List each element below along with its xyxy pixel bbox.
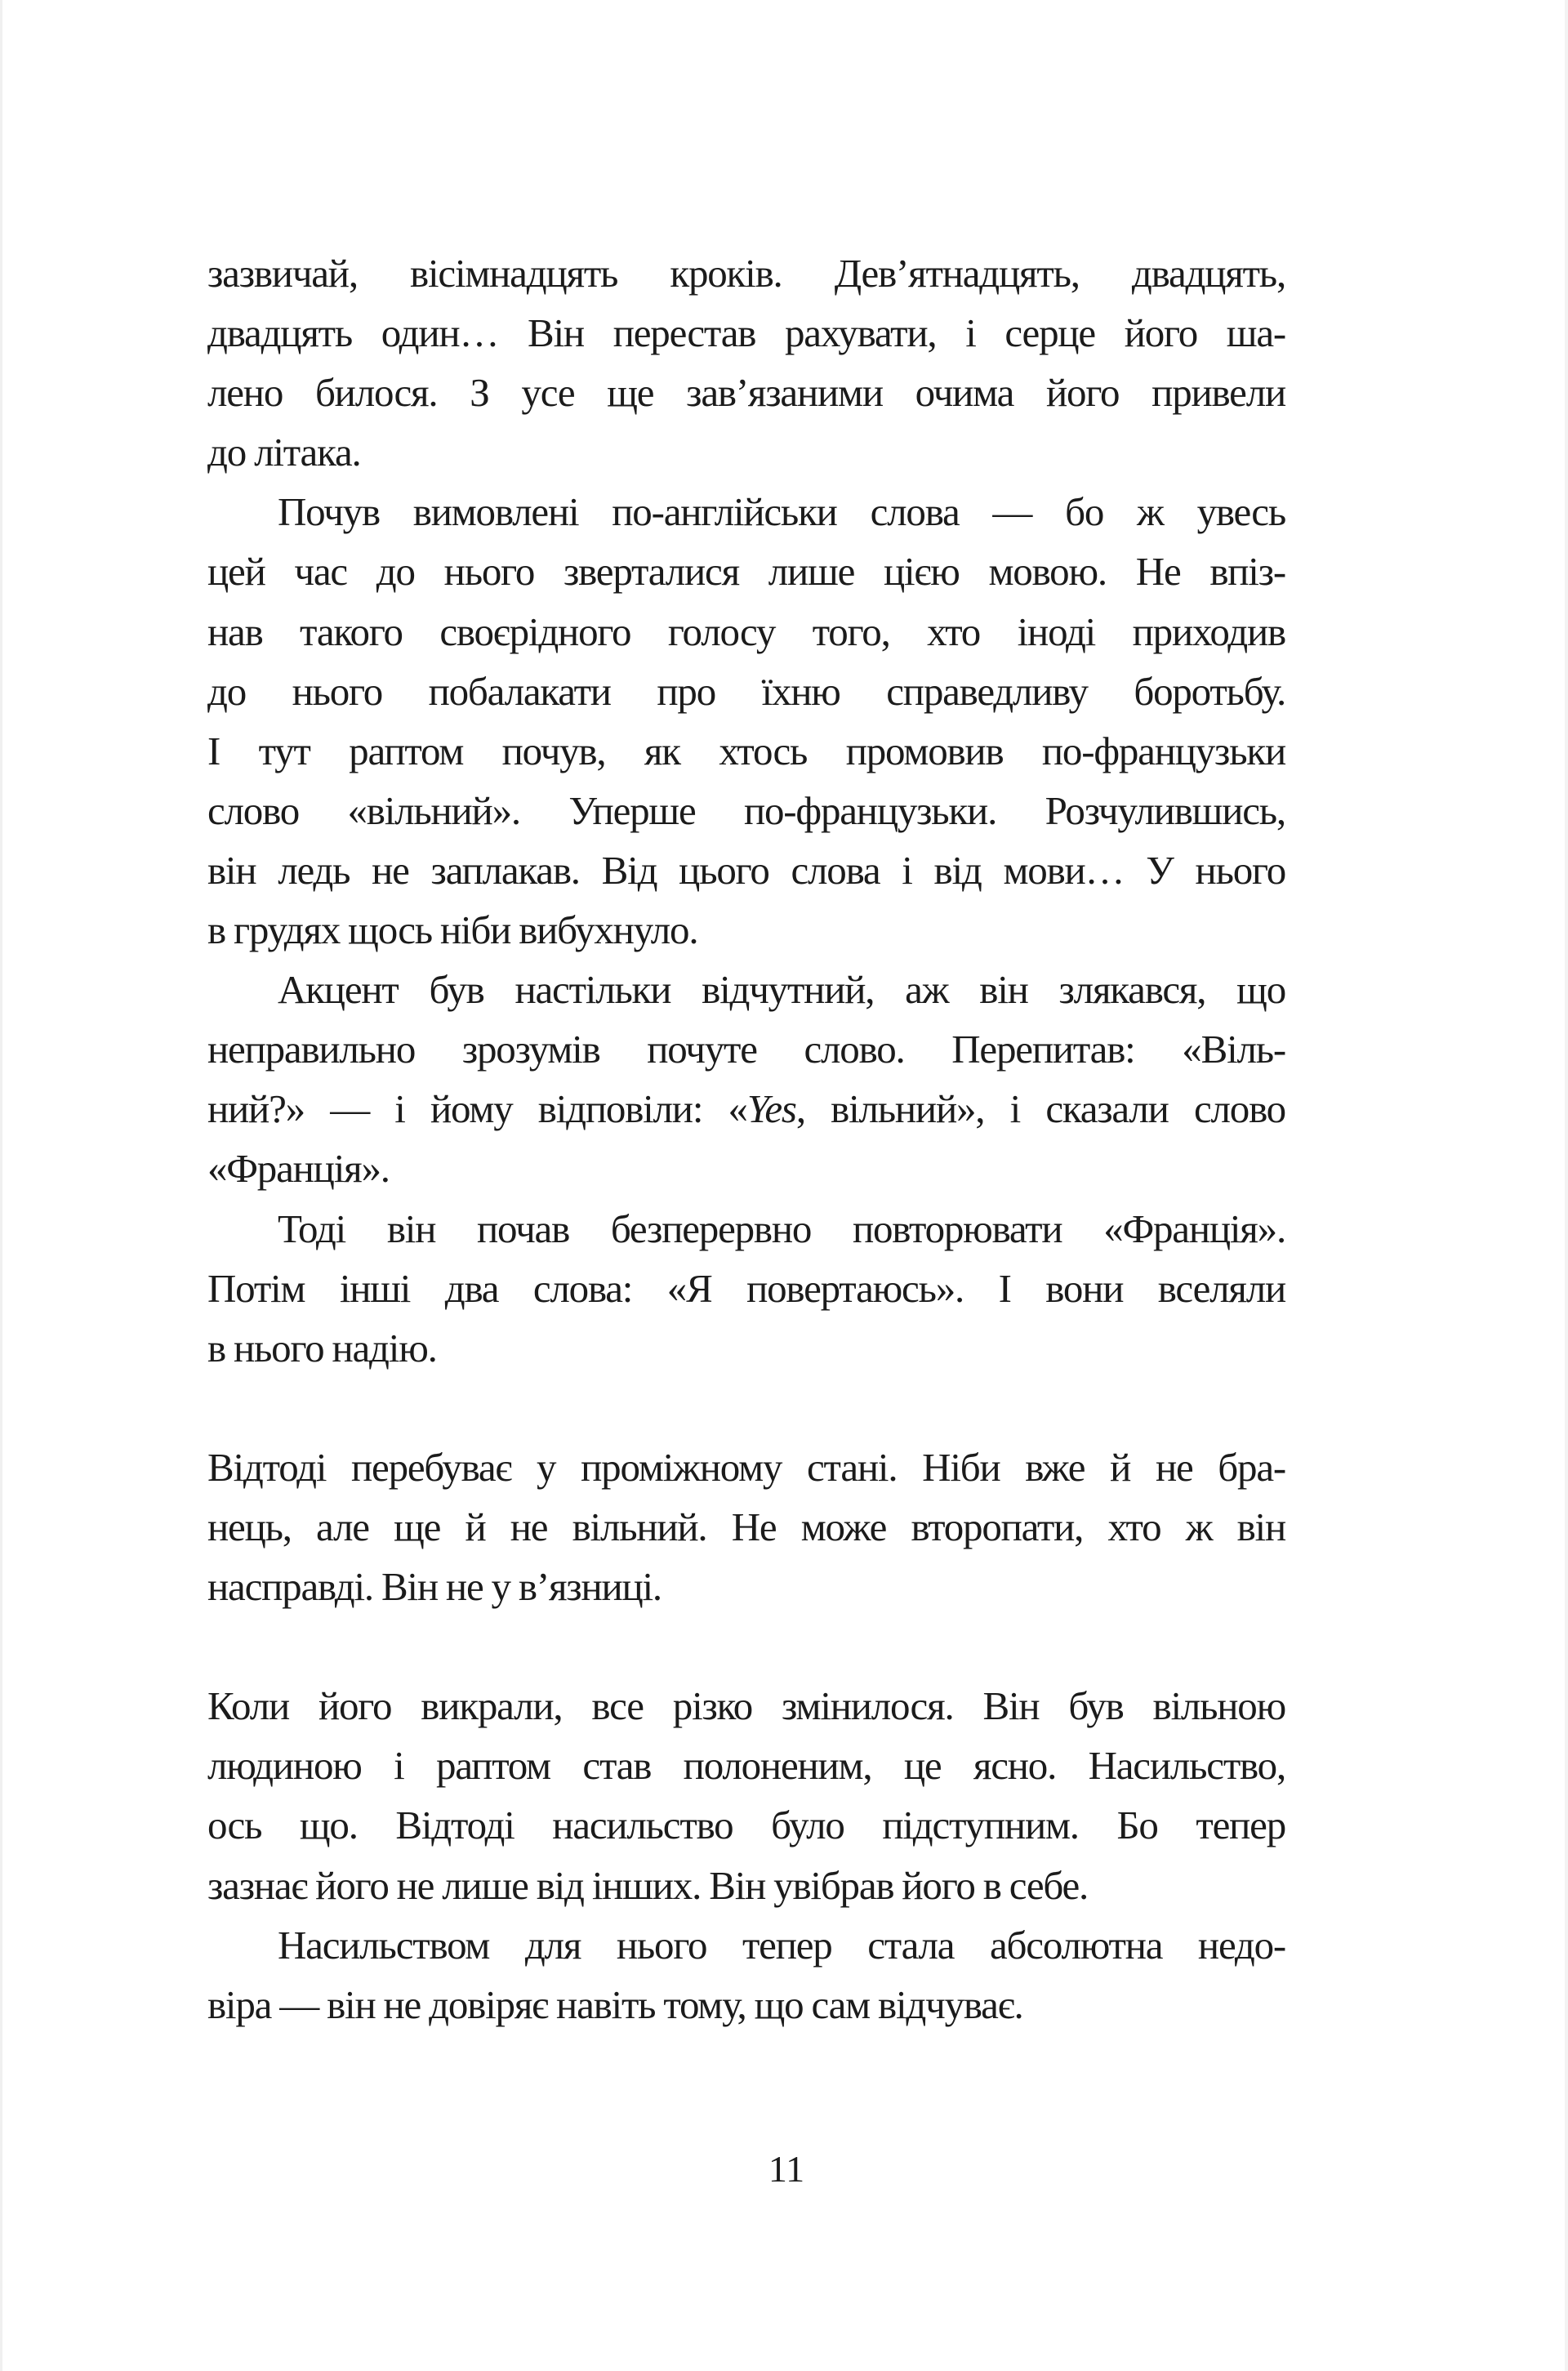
- text-line: «Франція».: [207, 1146, 390, 1192]
- text-line: зазвичай, вісімнадцять кроків. Дев’ятнадцять, двадцять,: [207, 251, 1285, 296]
- text-run: , вільний», і сказали слово: [795, 1086, 1285, 1132]
- text-line: лено билося. З усе ще зав’язаними очима його привели: [207, 370, 1285, 416]
- text-line: двадцять один… Він перестав рахувати, і серце його ша-: [207, 310, 1285, 356]
- text-line: І тут раптом почув, як хтось промовив по-французьки: [207, 728, 1285, 773]
- text-line: до нього побалакати про їхню справедливу боротьбу.: [207, 668, 1285, 714]
- text-line: нав такого своєрідного голосу того, хто іноді приходив: [207, 608, 1285, 654]
- section-break: [207, 1378, 1285, 1437]
- text-line: насправді. Він не у в’язниці.: [207, 1564, 662, 1610]
- section-break: [207, 1616, 1285, 1676]
- italic-word-yes: Yes: [746, 1086, 796, 1132]
- text-line: Потім інші два слова: «Я повертаюсь». І вони вселяли: [207, 1265, 1285, 1311]
- text-line: ось що. Відтоді насильство було підступним. Бо тепер: [207, 1803, 1285, 1848]
- page-edge-right: [1565, 0, 1568, 2371]
- text-line: Акцент був настільки відчутний, аж він злякався, що: [278, 967, 1285, 1013]
- text-line: Насильством для нього тепер стала абсолютна недо-: [278, 1922, 1285, 1968]
- page-edge-left: [0, 0, 2, 2371]
- paragraph: [207, 1199, 1285, 1378]
- text-line: людиною і раптом став полоненим, це ясно. Насильство,: [207, 1743, 1285, 1789]
- text-line: нець, але ще й не вільний. Не може второпати, хто ж він: [207, 1504, 1285, 1549]
- text-line: цей час до нього зверталися лише цією мовою. Не впіз-: [207, 549, 1285, 595]
- text-line: він ледь не заплакав. Від цього слова і від мови… У нього: [207, 847, 1285, 893]
- section-3: [207, 1676, 1285, 2035]
- book-page-body: [207, 243, 1285, 2035]
- paragraph: [207, 482, 1285, 960]
- paragraph: [207, 960, 1285, 1198]
- text-line: Коли його викрали, все різко змінилося. Він був вільною: [207, 1683, 1285, 1729]
- paragraph: [207, 243, 1285, 482]
- text-line: зазнає його не лише від інших. Він увібрав його в себе.: [207, 1862, 1089, 1908]
- text-line: Тоді він почав безперервно повторювати «Франція».: [278, 1206, 1285, 1251]
- text-line: в нього надію.: [207, 1325, 437, 1370]
- text-line: Відтоді перебуває у проміжному стані. Ніби вже й не бра-: [207, 1444, 1285, 1490]
- page-number: 11: [768, 2148, 805, 2190]
- text-run: ний?» — і йому відповіли: «: [207, 1086, 747, 1132]
- paragraph: [207, 1915, 1285, 2035]
- text-line: слово «вільний». Уперше по-французьки. Розчулившись,: [207, 787, 1285, 833]
- text-line: Почув вимовлені по-англійськи слова — бо ж увесь: [278, 489, 1285, 535]
- paragraph: [207, 1676, 1285, 1914]
- text-line: [207, 1079, 1285, 1139]
- text-line: неправильно зрозумів почуте слово. Перепитав: «Віль-: [207, 1027, 1285, 1072]
- text-line: віра — він не довіряє навіть тому, що сам відчуває.: [207, 1981, 1023, 2027]
- section-1: [207, 243, 1285, 1378]
- text-line: в грудях щось ніби вибухнуло.: [207, 907, 698, 953]
- paragraph: [207, 1437, 1285, 1616]
- section-2: [207, 1437, 1285, 1616]
- text-line: до літака.: [207, 430, 361, 475]
